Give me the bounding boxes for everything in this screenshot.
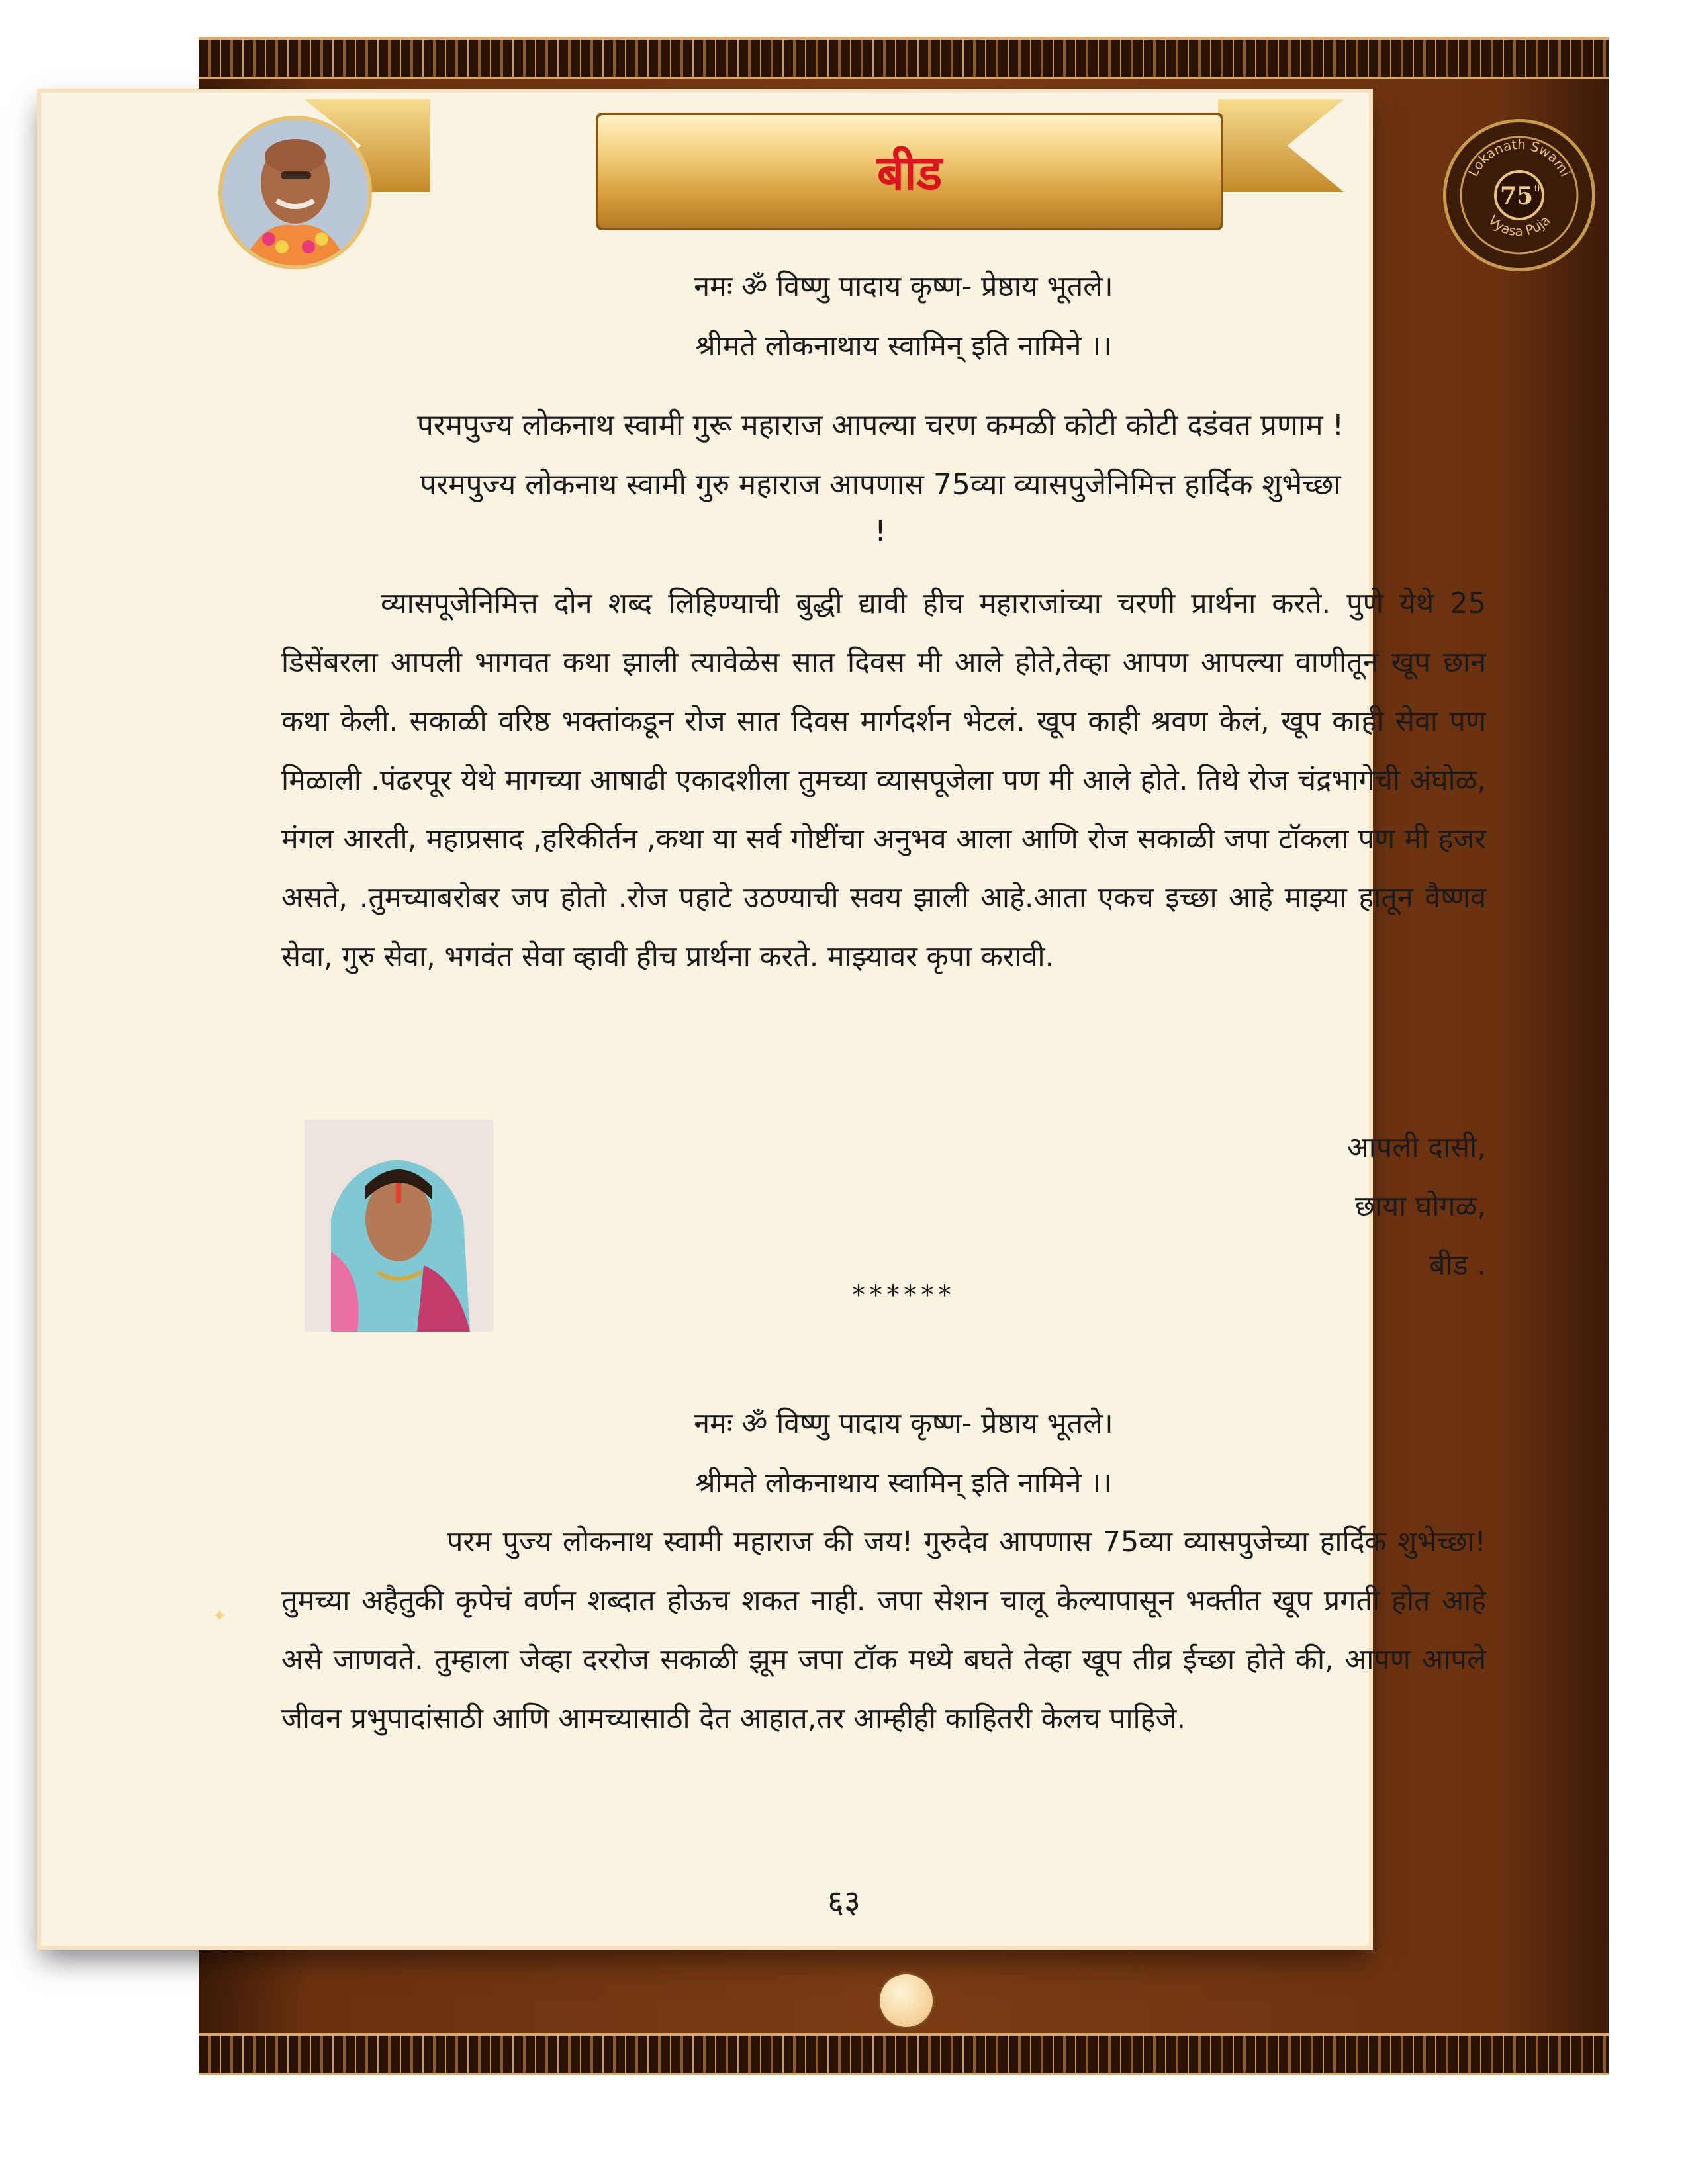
verse-line-2: श्रीमते लोकनाथाय स्वामिन् इति नामिने ।।	[695, 330, 1112, 363]
verse-line-1: नमः ॐ विष्णु पादाय कृष्ण- प्रेष्ठाय भूतले।	[694, 270, 1113, 303]
decorative-border-bottom	[199, 2033, 1609, 2075]
guru-portrait	[218, 116, 372, 269]
section1-body: व्यासपूजेनिमित्त दोन शब्द लिहिण्याची बुद्धी द्यावी हीच महाराजांच्या चरणी प्रार्थना करते. पुणे येथे 25 डिसेंबरला आपली भागवत कथा झाली त्यावेळेस सात दिवस मी आले होते,तेव्हा आपण आपल्या वाणीतून खूप छान कथा केली. सकाळी वरिष्ठ भक्तांकडून रोज सात दिवस मार्गदर्शन भेटलं. खूप काही श्रवण केलं, खूप काही सेवा पण मिळाली .पंढरपूर येथे मागच्या आषाढी एकादशीला तुमच्या व्यासपूजेला पण मी आले होते. तिथे रोज चंद्रभागेची अंघोळ, मंगल आरती, महाप्रसाद ,हरिकीर्तन ,कथा या सर्व गोष्टींचा अनुभव आला आणि रोज सकाळी जपा टॉकला पण मी हजर असते, .तुमच्याबरोबर जप होतो .रोज पहाटे उठण्याची सवय झाली आहे.आता एकच इच्छा आहे माझ्या हातून वैष्णव सेवा, गुरु सेवा, भगवंत सेवा व्हावी हीच प्रार्थना करते. माझ्यावर कृपा करावी.	[281, 587, 1486, 974]
signature-line-3: बीड .	[1429, 1249, 1486, 1282]
sparkle-icon: ✦	[212, 1605, 228, 1627]
section1-greetings	[271, 396, 1489, 548]
section2-body: परम पुज्य लोकनाथ स्वामी महाराज की जय! गुरुदेव आपणास 75व्या व्यासपुजेच्या हार्दिक शुभेच्छा! तुमच्या अहैतुकी कृपेचं वर्णन शब्दात होऊच शकत नाही. जपा सेशन चालू केल्यापासून भक्तीत खूप प्रगती होत आहे असे जाणवते. तुम्हाला जेव्हा दररोज सकाळी झूम जपा टॉक मध्ये बघते तेव्हा खूप तीव्र ईच्छा होते की, आपण आपले जीवन प्रभुपादांसाठी आणि आमच्यासाठी देत आहात,तर आम्हीही काहितरी केलच पाहिजे.	[281, 1525, 1486, 1735]
signature-block	[993, 1118, 1486, 1295]
verse-line-2: श्रीमते लोकनाथाय स्वामिन् इति नामिने ।।	[695, 1467, 1112, 1500]
seal-sup: th	[1534, 184, 1543, 193]
seal-text-top: Lokanath Swami	[1465, 136, 1574, 179]
verse-line-1: नमः ॐ विष्णु पादाय कृष्ण- प्रेष्ठाय भूतले।	[694, 1407, 1113, 1440]
greeting-line-2-end: !	[874, 514, 886, 548]
page-title: बीड	[876, 145, 943, 201]
page-number: ६३	[827, 1884, 861, 1921]
bottom-ornament	[878, 1972, 935, 2029]
section2-verse	[199, 1394, 1609, 1513]
section1-verse	[199, 257, 1609, 376]
separator: ******	[852, 1280, 955, 1310]
signature-line-2: छाया घोगळ,	[1354, 1190, 1486, 1223]
title-ribbon	[596, 113, 1223, 230]
anniversary-seal	[1443, 119, 1595, 271]
greeting-line-2: परमपुज्य लोकनाथ स्वामी गुरु महाराज आपणास 75व्या व्यासपुजेनिमित्त हार्दिक शुभेच्छा	[420, 468, 1341, 502]
decorative-border-top	[199, 37, 1609, 79]
seal-text-bottom: Vyasa Puja	[1485, 212, 1554, 240]
seal-number: 75	[1499, 182, 1534, 210]
signature-line-1: आपली दासी,	[1346, 1131, 1486, 1164]
greeting-line-1: परमपुज्य लोकनाथ स्वामी गुरू महाराज आपल्या चरण कमळी कोटी कोटी दडंवत प्रणाम !	[416, 408, 1344, 442]
